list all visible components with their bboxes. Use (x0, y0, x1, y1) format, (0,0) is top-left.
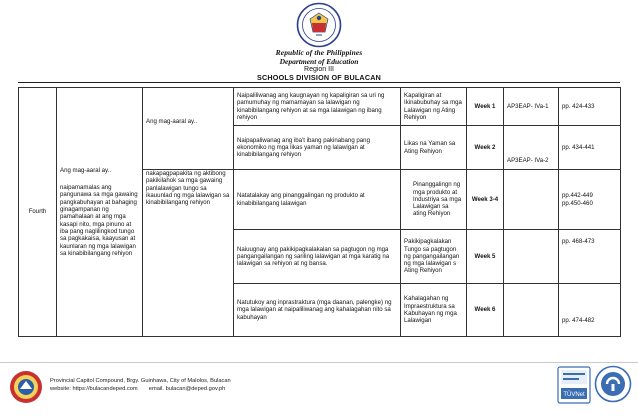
competency-cell: Natutukoy ang inprastraktura (mga daanan, palengke) ng mga lalawigan at naipaliliwanag ang kahalagahan nito sa kabuhayan (234, 284, 401, 337)
division-title: SCHOOLS DIVISION OF BULACAN (257, 73, 381, 82)
email-label: email. (148, 386, 164, 392)
week-cell: Week 2 (467, 126, 504, 170)
competency-cell: Naipapaliwanag ang iba't ibang pakinabang pang ekonomiko ng mga likas yaman ng lalawigan at kinabibilangang rehiyon (234, 126, 401, 170)
topic-cell: Pakikipagkalakan Tungo sa pagtugon ng pangangailangan ng mga lalawigan s Ating Rehiyon (401, 230, 467, 284)
curriculum-table (18, 87, 621, 337)
pqa-circular-badge-icon (594, 365, 632, 403)
email-link[interactable]: bulacan@deped.gov.ph (165, 386, 226, 392)
topic-cell: Kahalagahan ng Impraestruktura sa Kabuhayan ng mga Lalawigan (401, 284, 467, 337)
pages-cell (559, 170, 621, 230)
footer-contact (50, 386, 225, 392)
topic-cell: Likas na Yaman sa Ating Rehiyon (401, 126, 467, 170)
topic-cell: Kapaligiran at Ikinabubuhay sa mga Lalawigan ng Ating Rehiyon (401, 88, 467, 126)
content-standard-intro: Ang mag-aaral ay.. (60, 166, 112, 174)
deped-seal-icon (296, 2, 342, 48)
department-title: Department of Education (279, 57, 359, 66)
code-cell (504, 170, 559, 230)
competency-cell: Naiuugnay ang pakikipagkalakalan sa pagtugon ng mga pangangailangan ng sariling lalawigan at mga karatig na lalawigan sa rehiyon at ng bansa. (234, 230, 401, 284)
tuv-iso-certification-badge-icon (557, 366, 591, 404)
code-cell (504, 284, 559, 337)
performance-standard-intro-cell: Ang mag-aaral ay.. (143, 88, 234, 170)
content-standard-cell (57, 88, 143, 337)
week-cell: Week 3-4 (467, 170, 504, 230)
region-label: Region III (304, 66, 334, 73)
week-cell: Week 1 (467, 88, 504, 126)
pages-line: pp.450-460 (562, 199, 593, 207)
week-cell: Week 6 (467, 284, 504, 337)
pages-line: pp.442-449 (562, 192, 593, 200)
code-cell: AP3EAP- IVa-2 (504, 126, 559, 170)
code-cell (504, 230, 559, 284)
pages-cell: pp. 468-473 (559, 230, 621, 284)
pages-cell: pp. 434-441 (559, 126, 621, 170)
footer-address: Provincial Capitol Compound, Brgy. Guinhawa, City of Malolos, Bulacan (50, 378, 231, 384)
week-cell: Week 5 (467, 230, 504, 284)
website-label: website: (50, 386, 71, 392)
badge-text: TÜVNet (563, 392, 585, 398)
pages-cell: pp. 424-433 (559, 88, 621, 126)
website-link[interactable]: https://bulacandeped.com (72, 386, 138, 392)
republic-title: Republic of the Philippines (275, 48, 363, 57)
quarter-cell: Fourth (19, 88, 57, 337)
competency-cell: Naipaliliwanag ang kaugnayan ng kapaligiran sa uri ng pamumuhay ng mamamayan sa lalawigan ng kinabibilangang rehiyon at sa mga lalawigan ng ibang rehiyon (234, 88, 401, 126)
competency-cell: Natatalakay ang pinanggalingan ng produkto at kinabibilangang lalawigan (234, 170, 401, 230)
code-cell: AP3EAP- IVa-1 (504, 88, 559, 126)
pages-cell: pp. 474-482 (559, 284, 621, 337)
topic-cell: Pinanggalingn ng mga produkto at Industriya sa mga Lalawigan sa ating Rehiyon (401, 170, 467, 230)
table-row (19, 88, 621, 126)
footer-divider (0, 362, 638, 363)
content-standard-text: naipamamalas ang pangunawa sa mga gawaing pangkabuhayan at bahaging ginagampanan ng pamahalaan at ang mga kasapi nito, mga pinuno at iba pang naglilingkod tungo sa pagkakaisa, kaayusan at kaunlaran ng mga lalawigan sa kinabibilangang rehiyon (60, 184, 138, 257)
header-divider (18, 82, 620, 83)
sdo-bulacan-logo-icon (9, 370, 43, 404)
performance-standard-text: nakapagpapakita ng aktibong pakikilahok sa mga gawaing panlalawigan tungo sa ikauunlad ng mga lalawigan sa kinabibilangang rehiyon (143, 170, 234, 337)
